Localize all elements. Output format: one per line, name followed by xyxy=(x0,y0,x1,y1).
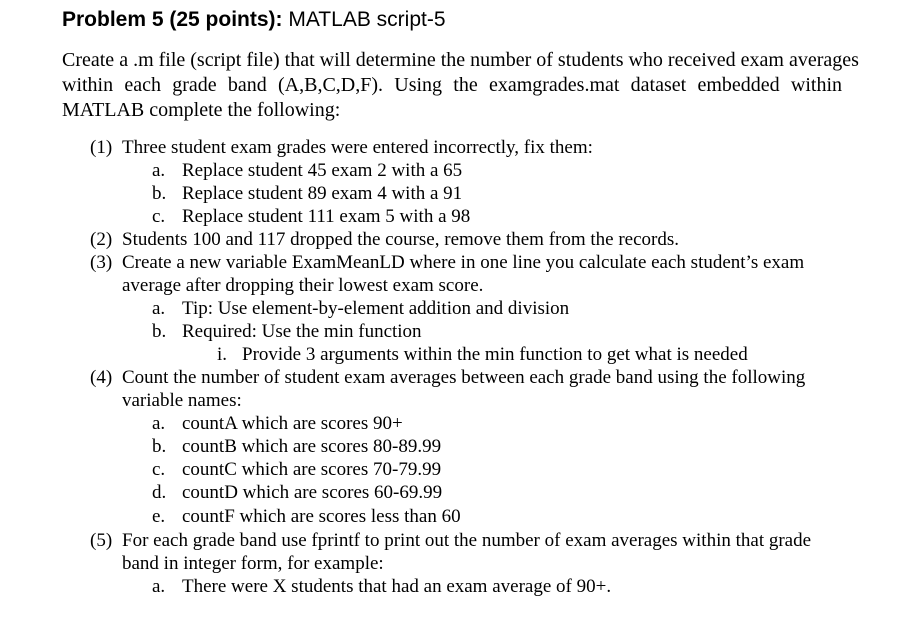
item-number: (1) xyxy=(90,137,113,158)
sub-item-text: countB which are scores 80-89.99 xyxy=(182,436,442,457)
sub-item-letter: c. xyxy=(152,206,166,227)
item-number: (3) xyxy=(90,252,113,273)
sub-item-letter: c. xyxy=(152,459,166,480)
sub-item-text: Replace student 89 exam 4 with a 91 xyxy=(182,183,463,204)
item-text: For each grade band use fprintf to print out the number of exam averages within that grade xyxy=(122,530,812,551)
item-number: (4) xyxy=(90,367,113,388)
sub-item-text: countC which are scores 70-79.99 xyxy=(182,459,442,480)
sub-item-letter: a. xyxy=(152,413,166,434)
problem-title xyxy=(62,8,446,32)
item-text: Create a new variable ExamMeanLD where in one line you calculate each student’s exam xyxy=(122,252,805,273)
sub-item-letter: b. xyxy=(152,183,167,204)
item-text-continued: average after dropping their lowest exam score. xyxy=(122,275,484,296)
problem-title-rest: MATLAB script-5 xyxy=(282,8,446,31)
intro-paragraph xyxy=(62,48,859,123)
sub-item-text: Replace student 111 exam 5 with a 98 xyxy=(182,206,471,227)
item-text: Three student exam grades were entered incorrectly, fix them: xyxy=(122,137,593,158)
sub-sub-item-text: Provide 3 arguments within the min function to get what is needed xyxy=(242,344,748,365)
sub-item-letter: a. xyxy=(152,160,166,181)
sub-item-letter: a. xyxy=(152,298,166,319)
sub-item-text: countA which are scores 90+ xyxy=(182,413,403,434)
sub-item-text: Replace student 45 exam 2 with a 65 xyxy=(182,160,463,181)
item-text: Students 100 and 117 dropped the course, remove them from the records. xyxy=(122,229,680,250)
sub-item-letter: b. xyxy=(152,436,167,457)
sub-sub-item-numeral: i. xyxy=(217,344,228,365)
problem-title-bold: Problem 5 (25 points): xyxy=(62,8,283,31)
item-text-continued: variable names: xyxy=(122,390,242,411)
intro-line: within each grade band (A,B,C,D,F). Using the examgrades.mat dataset embedded within xyxy=(62,74,842,96)
intro-line: MATLAB complete the following: xyxy=(62,99,341,121)
sub-item-text: There were X students that had an exam average of 90+. xyxy=(182,576,612,597)
item-text-continued: band in integer form, for example: xyxy=(122,553,384,574)
sub-item-text: countD which are scores 60-69.99 xyxy=(182,482,443,503)
sub-item-letter: d. xyxy=(152,482,167,503)
item-number: (2) xyxy=(90,229,113,250)
sub-item-letter: e. xyxy=(152,506,166,527)
item-number: (5) xyxy=(90,530,113,551)
sub-item-letter: b. xyxy=(152,321,167,342)
sub-item-text: countF which are scores less than 60 xyxy=(182,506,461,527)
item-text: Count the number of student exam averages between each grade band using the following xyxy=(122,367,806,388)
intro-line: Create a .m file (script file) that will determine the number of students who received exam averages xyxy=(62,49,859,71)
sub-item-text: Tip: Use element-by-element addition and division xyxy=(182,298,570,319)
sub-item-text: Required: Use the min function xyxy=(182,321,422,342)
sub-item-letter: a. xyxy=(152,576,166,597)
